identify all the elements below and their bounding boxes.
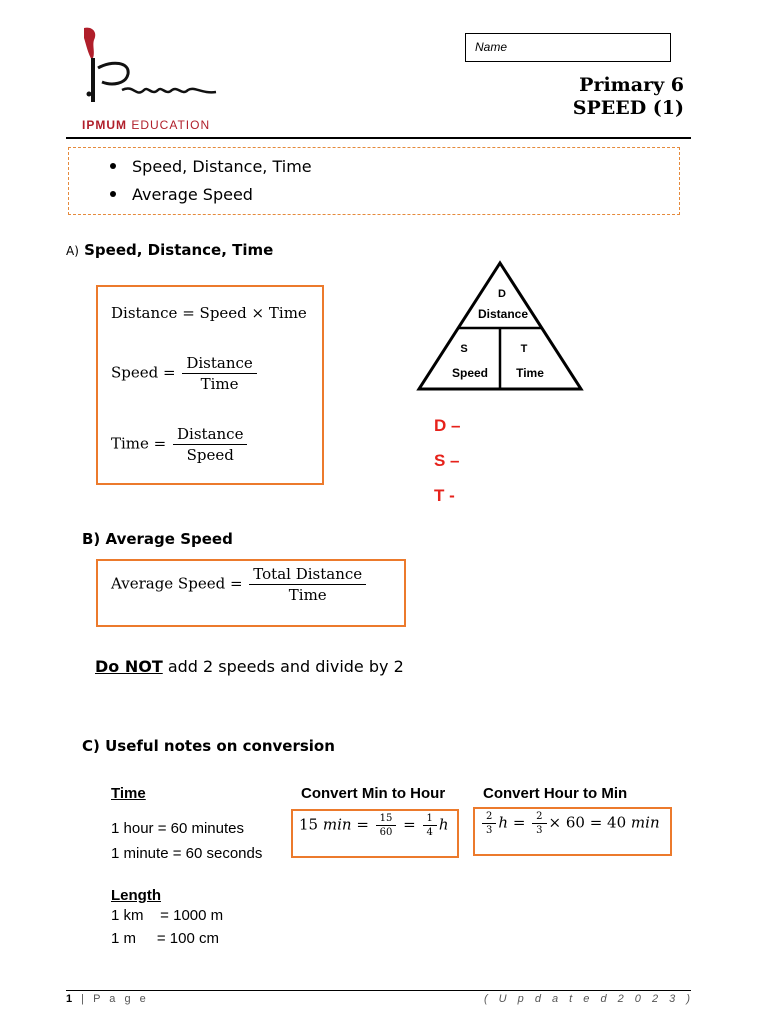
updated-note: ( U p d a t e d 2 0 2 3 ) — [483, 993, 694, 1005]
length-fact: 1 km = 1000 m — [111, 907, 224, 924]
triangle-speed-label: Speed — [451, 366, 488, 380]
dst-triangle — [416, 260, 584, 392]
formula-speed: Speed = $\frac{\text{Distance}}{\text{Time}}$ — [111, 354, 259, 393]
blank-t: T - — [434, 486, 455, 505]
overview-item: Speed, Distance, Time — [110, 157, 312, 176]
formula-average-speed: Average Speed = $\frac{\text{Total Distance}}{\text{Time}}$ — [111, 565, 368, 604]
page-number: 1 | P a g e — [66, 993, 149, 1005]
triangle-t-letter: T — [520, 343, 528, 355]
triangle-distance-label: Distance — [477, 307, 529, 321]
triangle-d-letter: D — [498, 288, 506, 300]
triangle-s-letter: S — [460, 343, 468, 355]
triangle-time-label: Time — [516, 366, 544, 380]
length-fact: 1 m = 100 cm — [111, 930, 219, 947]
formula-time: Time = $\frac{\text{Distance}}{\text{Speed}}$ — [111, 425, 249, 464]
topic-title: SPEED (1) — [572, 97, 684, 119]
formula-distance: Distance = Speed × Time — [111, 304, 307, 322]
time-fact: 1 hour = 60 minutes — [111, 820, 245, 837]
brand-name: IPMUM EDUCATION — [82, 118, 211, 132]
section-a-title: A) Speed, Distance, Time — [66, 241, 274, 259]
header-divider — [66, 137, 691, 139]
time-fact: 1 minute = 60 seconds — [111, 845, 263, 862]
name-label: Name — [475, 40, 508, 54]
grade-title: Primary 6 — [579, 74, 684, 96]
bullet-icon — [110, 163, 116, 169]
hour-to-min-formula: $\frac{2}{3}$ h = $\frac{2}{3}$ × 60 = 40 min — [480, 811, 660, 836]
min-to-hour-formula: 15 min = $\frac{15}{60}$ = $\frac{1}{4}$ h — [299, 813, 449, 838]
time-heading: Time — [111, 785, 146, 802]
min-to-hour-heading: Convert Min to Hour — [301, 785, 446, 802]
hour-to-min-heading: Convert Hour to Min — [483, 785, 628, 802]
footer-divider — [66, 990, 691, 991]
length-heading: Length — [111, 887, 161, 904]
blank-s: S – — [434, 451, 460, 470]
average-speed-warning: Do NOT add 2 speeds and divide by 2 — [95, 657, 404, 676]
bullet-icon — [110, 191, 116, 197]
logo-mark — [74, 24, 224, 118]
section-c-title: C) Useful notes on conversion — [82, 737, 335, 755]
overview-item: Average Speed — [110, 185, 253, 204]
blank-d: D – — [434, 416, 461, 435]
logo — [74, 24, 224, 118]
section-b-title: B) Average Speed — [82, 530, 233, 548]
